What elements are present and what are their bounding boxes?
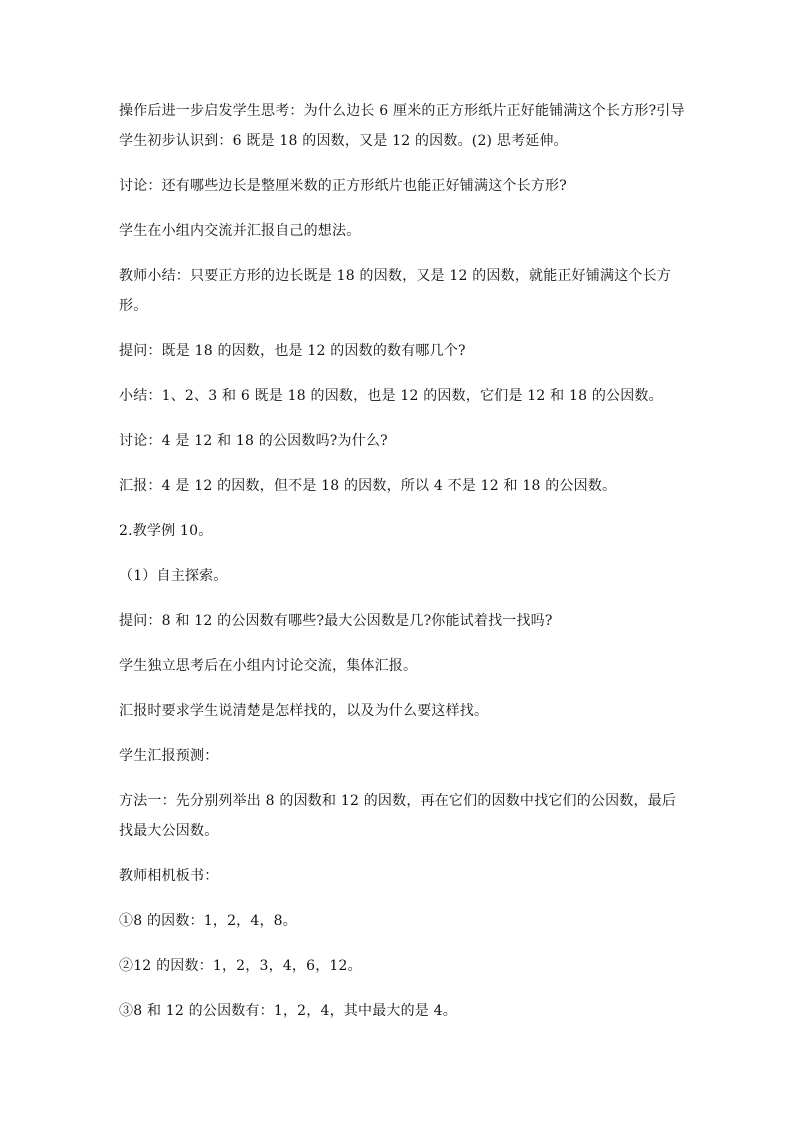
paragraph: 提问：8 和 12 的公因数有哪些?最大公因数是几?你能试着找一找吗? (119, 613, 553, 629)
paragraph: 汇报时要求学生说清楚是怎样找的，以及为什么要这样找。 (119, 703, 489, 719)
list-item: ①8 的因数：1，2，4，8。 (119, 913, 297, 929)
list-item: ②12 的因数：1，2，3，4，6，12。 (119, 958, 362, 974)
paragraph: 学生独立思考后在小组内讨论交流，集体汇报。 (119, 658, 418, 674)
paragraph: 教师相机板书： (119, 868, 219, 884)
paragraph: 汇报：4 是 12 的因数，但不是 18 的因数，所以 4 不是 12 和 18 的公因数。 (119, 478, 617, 494)
paragraph: 讨论：还有哪些边长是整厘米数的正方形纸片也能正好铺满这个长方形? (119, 178, 567, 194)
paragraph: 小结：1、2、3 和 6 既是 18 的因数，也是 12 的因数，它们是 12 和 18 的公因数。 (119, 388, 663, 404)
document-body (119, 96, 689, 1041)
paragraph: 学生在小组内交流并汇报自己的想法。 (119, 223, 361, 239)
paragraph: 教师小结：只要正方形的边长既是 18 的因数，又是 12 的因数，就能正好铺满这个长方形。 (119, 268, 672, 314)
paragraph: 讨论：4 是 12 和 18 的公因数吗?为什么? (119, 433, 388, 449)
section-heading: 2.教学例 10。 (119, 523, 213, 539)
list-item: ③8 和 12 的公因数有：1，2，4，其中最大的是 4。 (119, 1003, 457, 1019)
subsection-heading: （1）自主探索。 (119, 568, 228, 584)
paragraph: 学生汇报预测： (119, 748, 219, 764)
paragraph: 提问：既是 18 的因数，也是 12 的因数的数有哪几个? (119, 343, 466, 359)
paragraph: 方法一：先分别列举出 8 的因数和 12 的因数，再在它们的因数中找它们的公因数，最后找最大公因数。 (119, 793, 677, 839)
paragraph: 操作后进一步启发学生思考：为什么边长 6 厘米的正方形纸片正好能铺满这个长方形?引导学生初步认识到：6 既是 18 的因数，又是 12 的因数。(2) 思考延伸。 (119, 103, 685, 149)
